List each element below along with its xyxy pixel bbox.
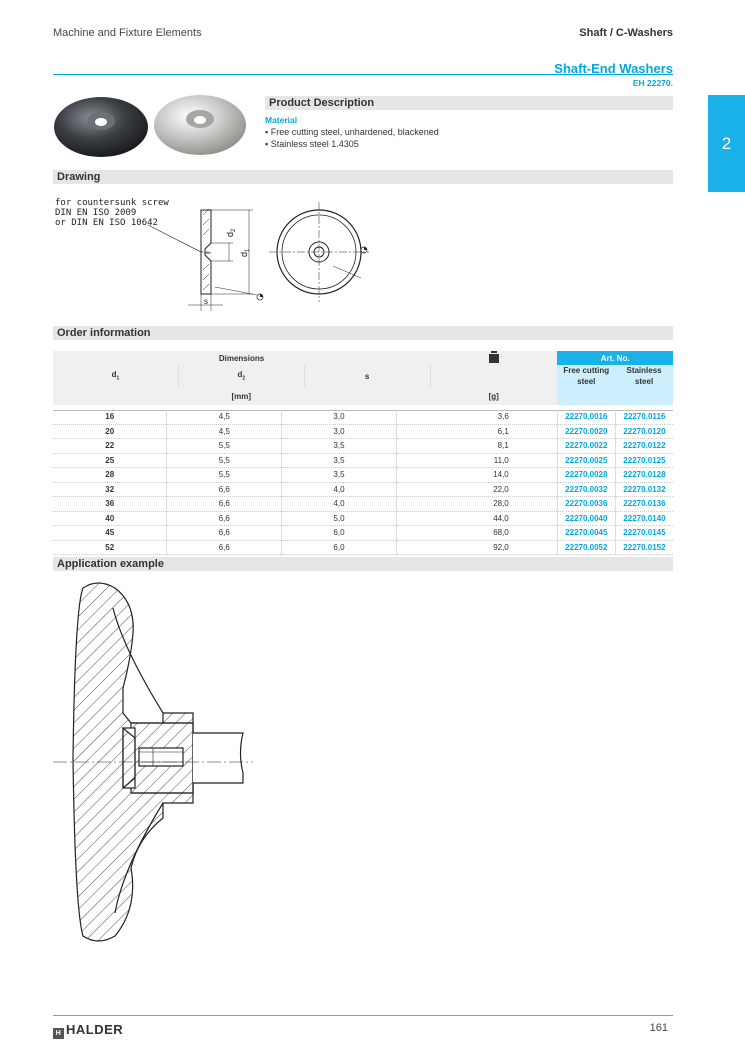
drawing-note-line: for countersunk screw <box>55 198 169 208</box>
drawing-note-line: DIN EN ISO 2009 <box>55 208 137 218</box>
drawing-heading: Drawing <box>53 170 673 184</box>
cell-s: 6,0 <box>282 540 397 555</box>
free-cutting-header: Free cutting steel <box>557 365 615 387</box>
material-item: ▪ Stainless steel 1.4305 <box>265 138 439 150</box>
cell-d1: 36 <box>53 497 167 512</box>
cell-d2: 6,6 <box>167 482 282 497</box>
dimensions-header: Dimensions <box>53 351 430 365</box>
cell-g: 68,0 <box>396 526 557 541</box>
cell-s: 6,0 <box>282 526 397 541</box>
cell-g: 11,0 <box>396 453 557 468</box>
table-row <box>53 468 673 483</box>
table-row <box>53 410 673 424</box>
order-information-heading: Order information <box>53 326 673 340</box>
material-list <box>265 126 439 150</box>
col-d1-header: $d_1$ <box>53 365 178 387</box>
cell-ss[interactable]: 22270.0152 <box>615 540 673 555</box>
stainless-header: Stainless steel <box>615 365 673 387</box>
page-number: 161 <box>649 1022 668 1034</box>
chapter-tab[interactable]: 2 <box>708 95 745 192</box>
cell-d2: 6,6 <box>167 526 282 541</box>
cell-fc[interactable]: 22270.0025 <box>557 453 615 468</box>
cell-g: 14,0 <box>396 468 557 483</box>
page-subtitle: EH 22270. <box>632 78 673 88</box>
cell-fc[interactable]: 22270.0052 <box>557 540 615 555</box>
cell-g: 92,0 <box>396 540 557 555</box>
cell-g: 6,1 <box>396 424 557 439</box>
table-row <box>53 540 673 555</box>
cell-ss[interactable]: 22270.0128 <box>615 468 673 483</box>
cell-d2: 6,6 <box>167 511 282 526</box>
table-row <box>53 511 673 526</box>
cell-ss[interactable]: 22270.0140 <box>615 511 673 526</box>
washer-section-view <box>188 209 253 311</box>
cell-d1: 32 <box>53 482 167 497</box>
washer-front-view <box>269 202 369 302</box>
table-row <box>53 526 673 541</box>
cell-d1: 45 <box>53 526 167 541</box>
table-row <box>53 453 673 468</box>
cell-fc[interactable]: 22270.0016 <box>557 410 615 424</box>
cell-s: 4,0 <box>282 497 397 512</box>
header-chapter-title: Shaft / C-Washers <box>579 27 673 39</box>
product-description-heading: Product Description <box>265 96 673 110</box>
cell-g: 28,0 <box>396 497 557 512</box>
steel-washer-photo <box>154 95 246 155</box>
table-row <box>53 439 673 454</box>
col-d2-header: $d_2$ <box>178 365 304 387</box>
cell-fc[interactable]: 22270.0022 <box>557 439 615 454</box>
order-table <box>53 351 673 411</box>
cell-s: 3,5 <box>282 439 397 454</box>
table-row <box>53 497 673 512</box>
cell-d1: 28 <box>53 468 167 483</box>
cell-fc[interactable]: 22270.0040 <box>557 511 615 526</box>
cell-s: 3,0 <box>282 424 397 439</box>
table-row <box>53 482 673 497</box>
halder-logo: H HALDER <box>53 1022 123 1039</box>
cell-d2: 6,6 <box>167 497 282 512</box>
cell-g: 3,6 <box>396 410 557 424</box>
header-section-title: Machine and Fixture Elements <box>53 27 202 39</box>
cell-d1: 40 <box>53 511 167 526</box>
cell-d2: 4,5 <box>167 410 282 424</box>
cell-fc[interactable]: 22270.0028 <box>557 468 615 483</box>
unit-mm: [mm] <box>178 387 304 405</box>
cell-fc[interactable]: 22270.0045 <box>557 526 615 541</box>
order-table-body <box>53 410 673 555</box>
cell-ss[interactable]: 22270.0145 <box>615 526 673 541</box>
cell-d2: 5,5 <box>167 439 282 454</box>
cell-ss[interactable]: 22270.0122 <box>615 439 673 454</box>
cell-ss[interactable]: 22270.0116 <box>615 410 673 424</box>
cell-fc[interactable]: 22270.0032 <box>557 482 615 497</box>
table-unit-row <box>53 387 673 405</box>
cell-d1: 25 <box>53 453 167 468</box>
cell-s: 5,0 <box>282 511 397 526</box>
cell-fc[interactable]: 22270.0036 <box>557 497 615 512</box>
cell-s: 3,5 <box>282 468 397 483</box>
material-heading: Material <box>265 115 298 125</box>
weight-icon <box>430 351 557 365</box>
cell-d2: 5,5 <box>167 468 282 483</box>
cell-ss[interactable]: 22270.0132 <box>615 482 673 497</box>
d2-label: $d_2$ <box>225 228 237 237</box>
unit-g: [g] <box>430 387 557 405</box>
cell-s: 4,0 <box>282 482 397 497</box>
cell-d1: 52 <box>53 540 167 555</box>
material-item: ▪ Free cutting steel, unhardened, blackened <box>265 126 439 138</box>
footer-rule <box>53 1015 673 1016</box>
d1-label: $d_1$ <box>239 248 251 257</box>
col-s-header: s <box>304 365 430 387</box>
cell-fc[interactable]: 22270.0020 <box>557 424 615 439</box>
cell-d1: 20 <box>53 424 167 439</box>
s-label: s <box>204 297 208 306</box>
page-title: Shaft-End Washers <box>554 61 673 76</box>
application-drawing <box>53 578 263 948</box>
table-header-row <box>53 351 673 365</box>
cell-ss[interactable]: 22270.0125 <box>615 453 673 468</box>
halder-logo-mark: H <box>53 1028 64 1039</box>
cell-ss[interactable]: 22270.0120 <box>615 424 673 439</box>
cell-g: 8,1 <box>396 439 557 454</box>
cell-d1: 22 <box>53 439 167 454</box>
art-no-header: Art. No. <box>557 351 673 365</box>
technical-drawing <box>53 195 383 315</box>
drawing-note-line: or DIN EN ISO 10642 <box>55 218 158 228</box>
cell-s: 3,5 <box>282 453 397 468</box>
black-washer-photo <box>54 97 148 157</box>
table-header-row <box>53 365 673 387</box>
cell-d1: 16 <box>53 410 167 424</box>
cell-g: 22,0 <box>396 482 557 497</box>
cell-d2: 6,6 <box>167 540 282 555</box>
cell-g: 44,0 <box>396 511 557 526</box>
cell-d2: 4,5 <box>167 424 282 439</box>
cell-s: 3,0 <box>282 410 397 424</box>
product-photos <box>53 95 248 160</box>
application-example-heading: Application example <box>53 557 673 571</box>
table-row <box>53 424 673 439</box>
cell-ss[interactable]: 22270.0136 <box>615 497 673 512</box>
cell-d2: 5,5 <box>167 453 282 468</box>
